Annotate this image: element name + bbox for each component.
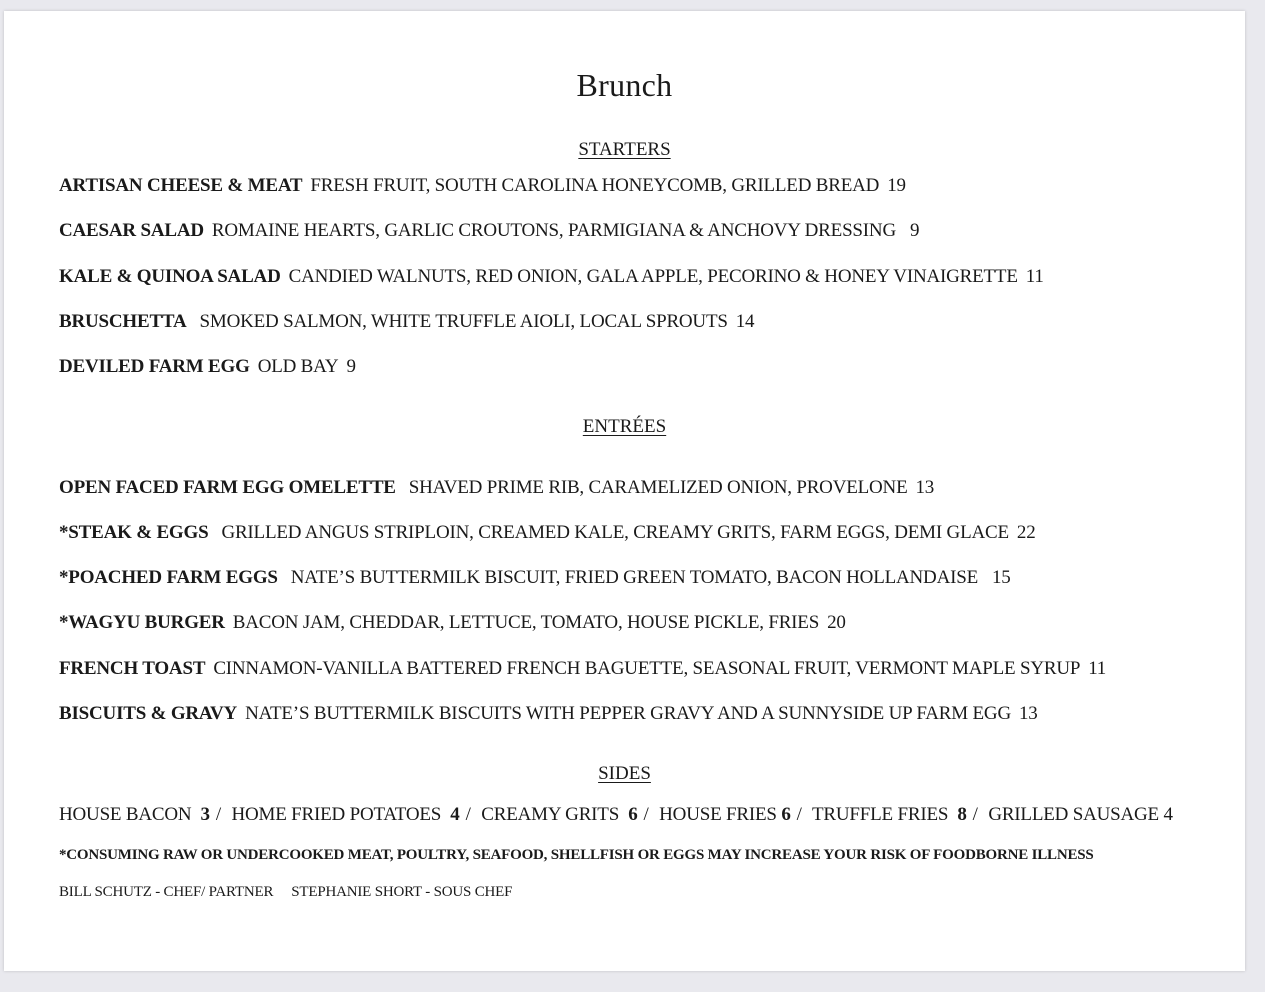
item-description: GRILLED ANGUS STRIPLOIN, CREAMED KALE, CREAMY GRITS, FARM EGGS, DEMI GLACE (221, 522, 1009, 543)
starters-heading: STARTERS (578, 139, 671, 160)
item-price: 20 (827, 612, 846, 633)
side-price: 4 (1163, 804, 1173, 825)
item-price: 9 (346, 356, 356, 377)
item-description: FRESH FRUIT, SOUTH CAROLINA HONEYCOMB, GRILLED BREAD (310, 175, 880, 196)
item-description: CANDIED WALNUTS, RED ONION, GALA APPLE, PECORINO & HONEY VINAIGRETTE (288, 266, 1018, 287)
item-name: *STEAK & EGGS (59, 522, 209, 543)
item-description: SHAVED PRIME RIB, CARAMELIZED ONION, PROVELONE (408, 477, 908, 498)
item-name: BRUSCHETTA (59, 311, 187, 332)
chef-credit: BILL SCHUTZ - CHEF/ PARTNER (59, 884, 274, 900)
menu-item (59, 311, 754, 333)
side-price: 6 (781, 804, 791, 825)
item-description: OLD BAY (257, 356, 339, 377)
item-name: BISCUITS & GRAVY (59, 703, 238, 724)
side-price: 6 (628, 804, 638, 825)
item-description: NATE’S BUTTERMILK BISCUITS WITH PEPPER GRAVY AND A SUNNYSIDE UP FARM EGG (245, 703, 1011, 724)
side-price: 8 (957, 804, 967, 825)
side-name: HOME FRIED POTATOES (231, 804, 442, 825)
side-name: HOUSE FRIES (659, 804, 777, 825)
item-name: DEVILED FARM EGG (59, 356, 250, 377)
item-name: CAESAR SALAD (59, 220, 204, 241)
item-name: *POACHED FARM EGGS (59, 567, 278, 588)
side-price: 4 (450, 804, 460, 825)
menu-item (59, 220, 919, 242)
sides-list (59, 804, 1173, 826)
menu-item (59, 175, 906, 197)
side-separator: / (972, 804, 978, 825)
menu-item (59, 522, 1036, 544)
menu-item (59, 477, 934, 499)
item-price: 13 (1018, 703, 1038, 724)
entrees-heading: ENTRÉES (582, 416, 667, 437)
side-separator: / (796, 804, 802, 825)
item-name: ARTISAN CHEESE & MEAT (59, 175, 303, 196)
item-price: 13 (915, 477, 935, 498)
item-price: 11 (1025, 266, 1044, 287)
item-price: 15 (992, 567, 1011, 588)
staff-credits (59, 884, 512, 901)
item-name: KALE & QUINOA SALAD (59, 266, 281, 287)
menu-item (59, 567, 1011, 589)
side-separator: / (215, 804, 221, 825)
side-name: CREAMY GRITS (481, 804, 620, 825)
item-price: 19 (887, 175, 906, 196)
side-name: GRILLED SAUSAGE (988, 804, 1159, 825)
item-name: OPEN FACED FARM EGG OMELETTE (59, 477, 396, 498)
side-separator: / (643, 804, 649, 825)
menu-item (59, 703, 1038, 725)
item-description: CINNAMON-VANILLA BATTERED FRENCH BAGUETTE, SEASONAL FRUIT, VERMONT MAPLE SYRUP (213, 658, 1081, 679)
side-separator: / (465, 804, 471, 825)
item-price: 14 (735, 311, 755, 332)
menu-item (59, 356, 356, 378)
item-price: 9 (909, 220, 920, 241)
sides-heading: SIDES (598, 763, 651, 784)
side-name: HOUSE BACON (59, 804, 192, 825)
item-price: 11 (1088, 658, 1107, 679)
sous-chef-credit: STEPHANIE SHORT - SOUS CHEF (291, 884, 513, 900)
menu-item (59, 266, 1044, 288)
item-description: NATE’S BUTTERMILK BISCUIT, FRIED GREEN TOMATO, BACON HOLLANDAISE (290, 567, 978, 588)
menu-page (4, 11, 1245, 971)
item-name: *WAGYU BURGER (59, 612, 225, 633)
item-description: SMOKED SALMON, WHITE TRUFFLE AIOLI, LOCAL SPROUTS (199, 311, 728, 332)
menu-title: Brunch (576, 67, 673, 103)
side-name: TRUFFLE FRIES (811, 804, 949, 825)
item-price: 22 (1016, 522, 1036, 543)
health-notice: *CONSUMING RAW OR UNDERCOOKED MEAT, POULTRY, SEAFOOD, SHELLFISH OR EGGS MAY INCREASE YOUR RISK OF FOODBORNE ILLNESS (59, 847, 1094, 863)
item-description: BACON JAM, CHEDDAR, LETTUCE, TOMATO, HOUSE PICKLE, FRIES (232, 612, 820, 633)
item-description: ROMAINE HEARTS, GARLIC CROUTONS, PARMIGIANA & ANCHOVY DRESSING (211, 220, 896, 241)
side-price: 3 (200, 804, 210, 825)
menu-item (59, 612, 846, 634)
menu-item (59, 658, 1106, 680)
item-name: FRENCH TOAST (59, 658, 206, 679)
